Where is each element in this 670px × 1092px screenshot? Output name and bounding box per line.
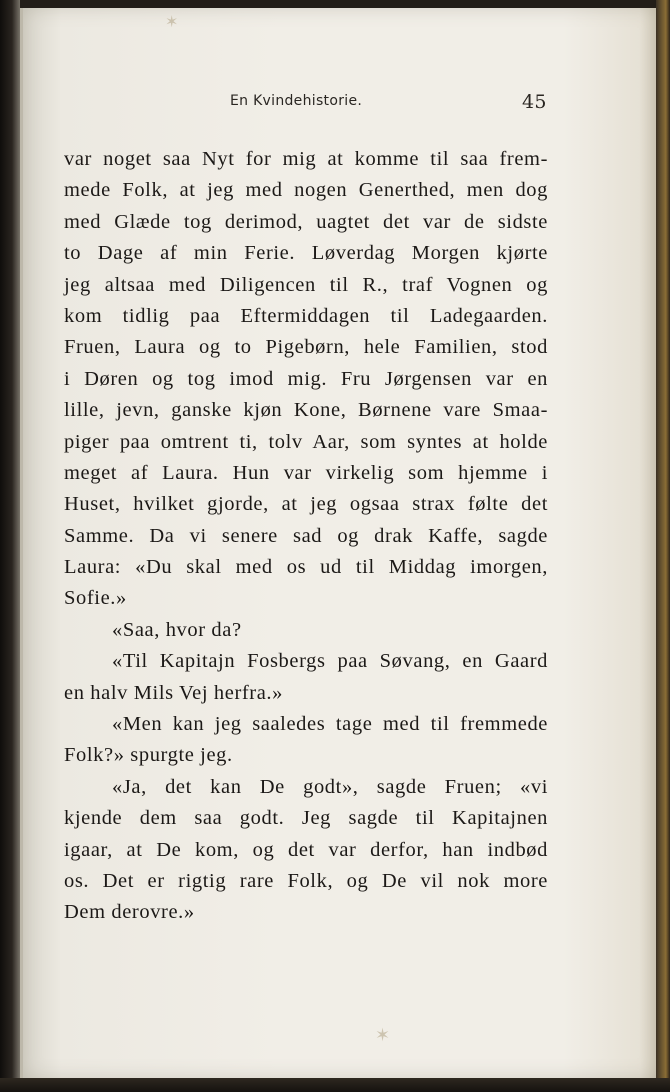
- text-line: jeg altsaa med Diligencen til R., traf Vognen og: [64, 273, 548, 296]
- binding-shadow: [0, 0, 20, 1092]
- text-line: Laura: «Du skal med os ud til Middag imorgen,: [64, 556, 548, 579]
- text-line: igaar, at De kom, og det var derfor, han indbød: [64, 838, 548, 861]
- text-line: Huset, hvilket gjorde, at jeg ogsaa strax følte det: [64, 493, 548, 516]
- dialogue-line: «Saa, hvor da?: [112, 618, 242, 641]
- text-line: piger paa omtrent ti, tolv Aar, som syntes at holde: [64, 430, 548, 453]
- text-line: med Glæde tog derimod, uagtet det var de sidste: [64, 210, 548, 233]
- text-line: mede Folk, at jeg med nogen Generthed, men dog: [64, 179, 548, 202]
- page-edge: [656, 0, 670, 1092]
- top-ornament-icon: ✶: [165, 12, 179, 31]
- text-line: Folk?» spurgte jeg.: [64, 744, 233, 767]
- text-line: Fruen, Laura og to Pigebørn, hele Familien, stod: [64, 336, 548, 359]
- text-line: i Døren og tog imod mig. Fru Jørgensen var en: [64, 367, 548, 390]
- body-text: [64, 144, 548, 929]
- page-number: 45: [522, 91, 547, 113]
- text-line: kjende dem saa godt. Jeg sagde til Kapitajnen: [64, 807, 548, 830]
- dialogue-line: «Ja, det kan De godt», sagde Fruen; «vi: [112, 775, 548, 798]
- text-line: to Dage af min Ferie. Løverdag Morgen kjørte: [64, 242, 548, 265]
- bottom-edge: [0, 1078, 670, 1092]
- text-line: os. Det er rigtig rare Folk, og De vil nok more: [64, 869, 548, 892]
- text-line: meget af Laura. Hun var virkelig som hjemme i: [64, 461, 548, 484]
- text-line: Samme. Da vi senere sad og drak Kaffe, sagde: [64, 524, 548, 547]
- text-line: kom tidlig paa Eftermiddagen til Ladegaarden.: [64, 304, 548, 327]
- text-line: Dem derovre.»: [64, 901, 195, 924]
- dialogue-line: «Til Kapitajn Fosbergs paa Søvang, en Gaard: [112, 650, 548, 673]
- text-line: Sofie.»: [64, 587, 127, 610]
- text-line: en halv Mils Vej herfra.»: [64, 681, 283, 704]
- dialogue-line: «Men kan jeg saaledes tage med til fremmede: [112, 713, 548, 736]
- text-line: var noget saa Nyt for mig at komme til saa frem-: [64, 148, 548, 170]
- bottom-ornament-icon: ✶: [375, 1025, 391, 1046]
- running-title: En Kvindehistorie.: [230, 93, 363, 109]
- text-line: lille, jevn, ganske kjøn Kone, Børnene vare Smaa-: [64, 399, 548, 422]
